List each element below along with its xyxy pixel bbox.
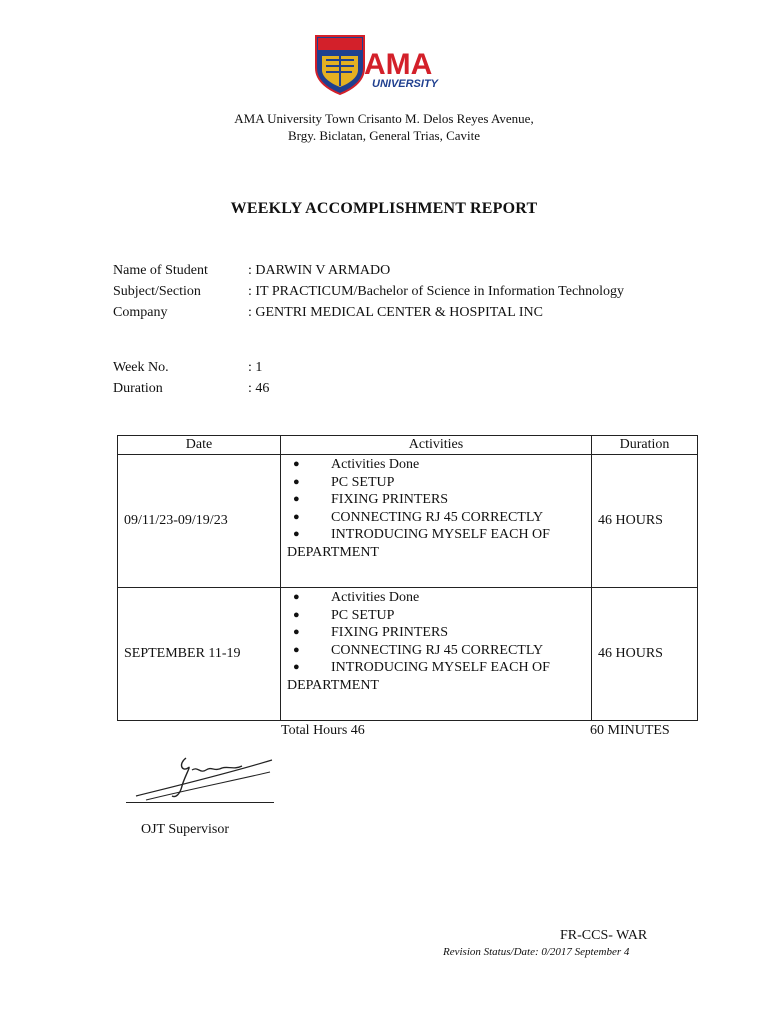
company-label: Company [113,305,168,320]
bullet-icon: ● [293,626,300,638]
bullet-icon: ● [293,661,300,673]
duration-value: : 46 [248,381,270,396]
bullet-icon: ● [293,493,300,505]
duration-label: Duration [113,381,163,396]
company-value: : GENTRI MEDICAL CENTER & HOSPITAL INC [248,305,543,320]
list-item: ● INTRODUCING MYSELF EACH OF [293,527,550,542]
subject-value: : IT PRACTICUM/Bachelor of Science in Information Technology [248,284,625,299]
revision-status: Revision Status/Date: 0/2017 September 4 [443,946,630,958]
list-item-continuation: DEPARTMENT [287,544,379,560]
list-item: ● Activities Done [293,590,420,605]
list-item: ● FIXING PRINTERS [293,492,449,507]
bullet-icon: ● [293,591,300,603]
header-date: Date [118,436,281,455]
row-date: SEPTEMBER 11-19 [118,588,281,721]
bullet-icon: ● [293,528,300,540]
week-info [0,357,768,402]
bullet-icon: ● [293,458,300,470]
address-line-1: AMA University Town Crisanto M. Delos Reyes Avenue, [234,111,534,126]
student-value: : DARWIN V ARMADO [248,263,391,278]
total-minutes: 60 MINUTES [590,723,670,738]
header-activities: Activities [281,436,592,455]
list-item: ● CONNECTING RJ 45 CORRECTLY [293,509,544,525]
week-label: Week No. [113,360,169,375]
week-value: : 1 [248,360,263,375]
total-hours: Total Hours 46 [281,723,365,738]
table-row [118,588,698,721]
university-logo [314,34,440,96]
address-line-2: Brgy. Biclatan, General Trias, Cavite [287,128,481,143]
student-label: Name of Student [113,263,208,278]
list-item-continuation: DEPARTMENT [287,677,379,693]
list-item: ● FIXING PRINTERS [293,625,449,640]
list-item: ● INTRODUCING MYSELF EACH OF [293,660,550,675]
supervisor-label: OJT Supervisor [141,822,230,837]
accomplishment-table [117,435,698,721]
row-activities [281,455,592,588]
list-item: ● CONNECTING RJ 45 CORRECTLY [293,642,544,658]
list-item: ● PC SETUP [293,474,395,490]
list-item: ● PC SETUP [293,607,395,623]
header-duration: Duration [592,436,698,455]
logo-subtext: UNIVERSITY [372,78,439,90]
bullet-icon: ● [293,475,300,488]
row-activities [281,588,592,721]
signature-line [126,802,274,803]
row-date: 09/11/23-09/19/23 [118,455,281,588]
form-code: FR-CCS- WAR [560,928,648,943]
row-duration: 46 HOURS [592,455,698,588]
student-info [0,260,768,330]
logo-wordmark: AMA [364,48,433,81]
report-title: WEEKLY ACCOMPLISHMENT REPORT [230,200,538,217]
bullet-icon: ● [293,510,300,523]
bullet-icon: ● [293,643,300,656]
subject-label: Subject/Section [113,284,201,299]
row-duration: 46 HOURS [592,588,698,721]
list-item: ● Activities Done [293,457,420,472]
table-row [118,455,698,588]
table-header-row [118,436,698,455]
bullet-icon: ● [293,608,300,621]
